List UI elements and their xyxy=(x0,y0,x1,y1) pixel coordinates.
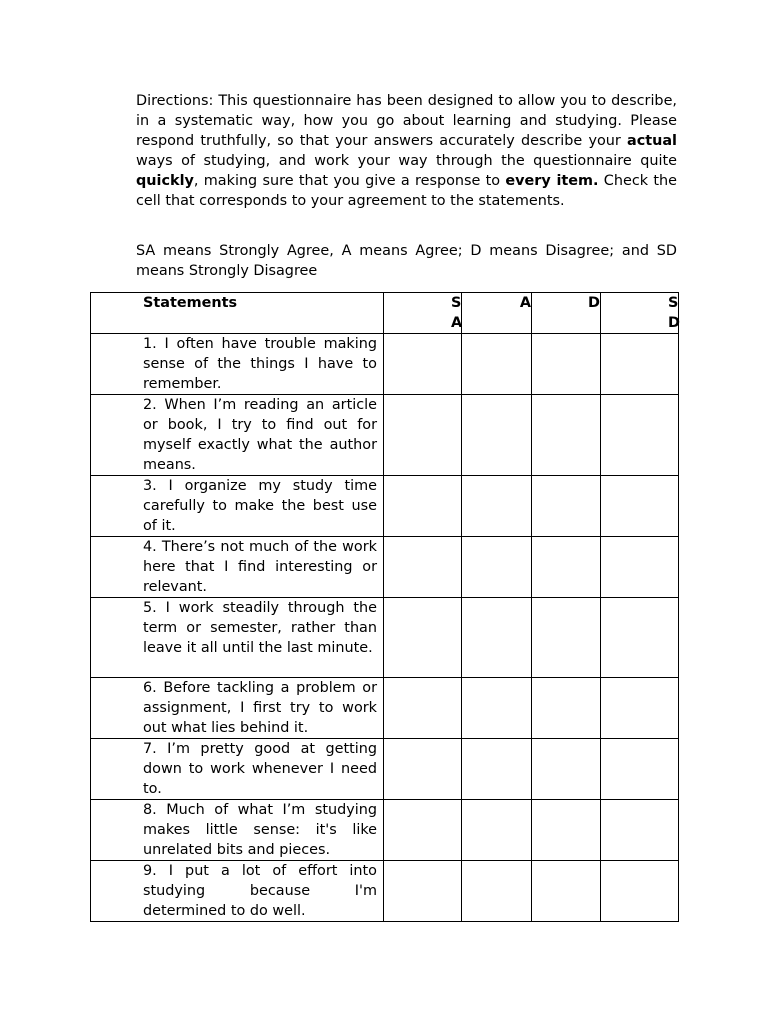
response-cell-d[interactable] xyxy=(532,395,601,476)
table-row xyxy=(91,537,679,598)
strongly-agree-column-header: SA xyxy=(384,293,462,334)
response-cell-d[interactable] xyxy=(532,537,601,598)
directions-text: ways of studying, and work your way through the questionnaire quite xyxy=(136,153,677,169)
scale-legend: SA means Strongly Agree, A means Agree; D means Disagree; and SD means Strongly Disagree xyxy=(136,243,677,279)
response-cell-d[interactable] xyxy=(532,476,601,537)
response-cell-a[interactable] xyxy=(462,476,532,537)
directions-paragraph xyxy=(136,91,677,211)
response-cell-a[interactable] xyxy=(462,739,532,800)
directions-emphasis-actual: actual xyxy=(626,133,677,149)
response-cell-sd[interactable] xyxy=(601,395,679,476)
response-cell-sa[interactable] xyxy=(384,334,462,395)
statements-column-header: Statements xyxy=(91,293,384,334)
directions-text: Directions: This questionnaire has been designed to allow you to describe, in a systematic way, how you go about learning and studying. Please respond truthfully, so that your answers accurately describe your xyxy=(136,93,677,149)
table-row xyxy=(91,334,679,395)
questionnaire-table xyxy=(90,292,679,922)
response-cell-a[interactable] xyxy=(462,861,532,922)
table-row xyxy=(91,861,679,922)
response-cell-sa[interactable] xyxy=(384,598,462,678)
response-cell-sa[interactable] xyxy=(384,678,462,739)
response-cell-sd[interactable] xyxy=(601,739,679,800)
statement-cell: 9. I put a lot of effort into studying because I'm determined to do well. xyxy=(91,861,384,922)
response-cell-sa[interactable] xyxy=(384,395,462,476)
statement-cell: 5. I work steadily through the term or semester, rather than leave it all until the last minute. xyxy=(91,598,384,678)
directions-emphasis-every-item: every item. xyxy=(505,173,599,189)
agree-column-header: A xyxy=(462,293,532,334)
statement-cell: 2. When I’m reading an article or book, I try to find out for myself exactly what the author means. xyxy=(91,395,384,476)
response-cell-a[interactable] xyxy=(462,537,532,598)
response-cell-d[interactable] xyxy=(532,678,601,739)
response-cell-a[interactable] xyxy=(462,678,532,739)
directions-text: Check the cell that corresponds to your agreement to the statements. xyxy=(136,173,677,209)
response-cell-d[interactable] xyxy=(532,739,601,800)
response-cell-sd[interactable] xyxy=(601,598,679,678)
strongly-disagree-column-header: SD xyxy=(601,293,679,334)
response-cell-sd[interactable] xyxy=(601,861,679,922)
statement-cell: 4. There’s not much of the work here that I find interesting or relevant. xyxy=(91,537,384,598)
response-cell-a[interactable] xyxy=(462,800,532,861)
directions-text: , making sure that you give a response to xyxy=(193,173,506,189)
statement-cell: 8. Much of what I’m studying makes little sense: it's like unrelated bits and pieces. xyxy=(91,800,384,861)
directions-emphasis-quickly: quickly xyxy=(136,173,194,189)
response-cell-sd[interactable] xyxy=(601,537,679,598)
disagree-column-header: D xyxy=(532,293,601,334)
response-cell-d[interactable] xyxy=(532,800,601,861)
table-row xyxy=(91,739,679,800)
response-cell-d[interactable] xyxy=(532,861,601,922)
response-cell-sd[interactable] xyxy=(601,476,679,537)
response-cell-a[interactable] xyxy=(462,395,532,476)
table-row xyxy=(91,395,679,476)
statement-cell: 1. I often have trouble making sense of the things I have to remember. xyxy=(91,334,384,395)
response-cell-sa[interactable] xyxy=(384,537,462,598)
response-cell-sd[interactable] xyxy=(601,334,679,395)
response-cell-sa[interactable] xyxy=(384,476,462,537)
response-cell-sa[interactable] xyxy=(384,800,462,861)
table-row xyxy=(91,678,679,739)
response-cell-a[interactable] xyxy=(462,598,532,678)
response-cell-d[interactable] xyxy=(532,598,601,678)
response-cell-sd[interactable] xyxy=(601,678,679,739)
table-row xyxy=(91,800,679,861)
response-cell-d[interactable] xyxy=(532,334,601,395)
response-cell-sa[interactable] xyxy=(384,861,462,922)
response-cell-a[interactable] xyxy=(462,334,532,395)
table-header-row xyxy=(91,293,679,334)
statement-cell: 6. Before tackling a problem or assignment, I first try to work out what lies behind it. xyxy=(91,678,384,739)
table-row xyxy=(91,598,679,678)
response-cell-sd[interactable] xyxy=(601,800,679,861)
table-row xyxy=(91,476,679,537)
statement-cell: 7. I’m pretty good at getting down to work whenever I need to. xyxy=(91,739,384,800)
response-cell-sa[interactable] xyxy=(384,739,462,800)
statement-cell: 3. I organize my study time carefully to make the best use of it. xyxy=(91,476,384,537)
